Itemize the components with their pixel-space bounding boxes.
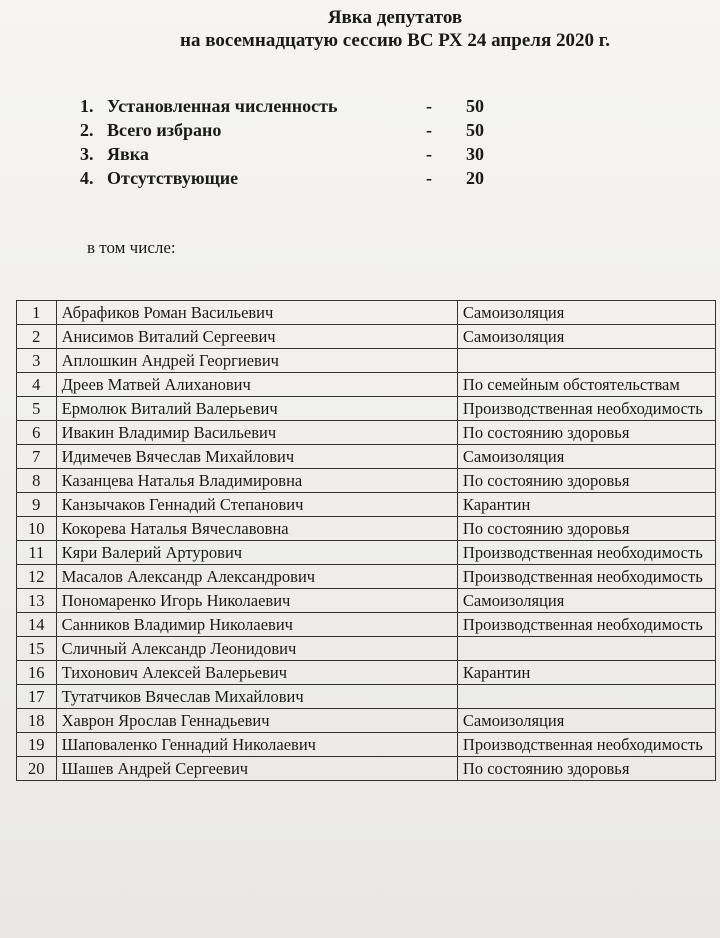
absence-reason: Карантин (457, 493, 715, 517)
deputy-name: Пономаренко Игорь Николаевич (56, 589, 457, 613)
summary-number: 2. (80, 120, 94, 140)
deputy-name: Анисимов Виталий Сергеевич (56, 325, 457, 349)
summary-value: 50 (466, 96, 484, 116)
row-number: 2 (17, 325, 57, 349)
table-row (17, 733, 716, 757)
absence-reason: Самоизоляция (457, 589, 715, 613)
table-row (17, 325, 716, 349)
row-number: 13 (17, 589, 57, 613)
row-number: 20 (17, 757, 57, 781)
summary-value: 50 (466, 120, 484, 140)
summary-row (80, 118, 540, 142)
row-number: 8 (17, 469, 57, 493)
table-row (17, 469, 716, 493)
row-number: 3 (17, 349, 57, 373)
table-row (17, 709, 716, 733)
summary-number: 1. (80, 96, 94, 116)
absence-reason: Производственная необходимость (457, 565, 715, 589)
table-row (17, 517, 716, 541)
table-row (17, 301, 716, 325)
deputy-name: Сличный Александр Леонидович (56, 637, 457, 661)
summary-dash: - (426, 96, 432, 116)
summary-label: Явка (107, 144, 149, 164)
summary-label: Отсутствующие (107, 168, 239, 188)
absence-reason: Карантин (457, 661, 715, 685)
summary-value: 20 (466, 168, 484, 188)
deputy-name: Абрафиков Роман Васильевич (56, 301, 457, 325)
row-number: 4 (17, 373, 57, 397)
deputy-name: Тутатчиков Вячеслав Михайлович (56, 685, 457, 709)
summary-row (80, 94, 540, 118)
deputy-name: Кокорева Наталья Вячеславовна (56, 517, 457, 541)
table-row (17, 373, 716, 397)
row-number: 14 (17, 613, 57, 637)
table-row (17, 613, 716, 637)
absence-reason: Самоизоляция (457, 445, 715, 469)
row-number: 12 (17, 565, 57, 589)
row-number: 16 (17, 661, 57, 685)
absence-reason: Производственная необходимость (457, 613, 715, 637)
deputy-name: Шаповаленко Геннадий Николаевич (56, 733, 457, 757)
summary-dash: - (426, 168, 432, 188)
deputy-name: Дреев Матвей Алиханович (56, 373, 457, 397)
deputy-name: Идимечев Вячеслав Михайлович (56, 445, 457, 469)
absence-reason: По состоянию здоровья (457, 469, 715, 493)
deputy-name: Санников Владимир Николаевич (56, 613, 457, 637)
absence-reason: Самоизоляция (457, 709, 715, 733)
absence-reason (457, 637, 715, 661)
row-number: 9 (17, 493, 57, 517)
table-row (17, 397, 716, 421)
absence-reason: Производственная необходимость (457, 541, 715, 565)
summary-row (80, 142, 540, 166)
table-row (17, 349, 716, 373)
table-row (17, 445, 716, 469)
deputy-name: Тихонович Алексей Валерьевич (56, 661, 457, 685)
row-number: 18 (17, 709, 57, 733)
absence-reason: По семейным обстоятельствам (457, 373, 715, 397)
title-line-2: на восемнадцатую сессию ВС РХ 24 апреля 2020 г. (180, 30, 610, 51)
absence-reason: Самоизоляция (457, 301, 715, 325)
deputy-name: Шашев Андрей Сергеевич (56, 757, 457, 781)
deputy-name: Масалов Александр Александрович (56, 565, 457, 589)
summary-dash: - (426, 120, 432, 140)
row-number: 11 (17, 541, 57, 565)
absent-deputies-table (16, 300, 716, 781)
deputy-name: Канзычаков Геннадий Степанович (56, 493, 457, 517)
row-number: 5 (17, 397, 57, 421)
table-row (17, 661, 716, 685)
attendance-summary (80, 94, 540, 190)
deputy-name: Аплошкин Андрей Георгиевич (56, 349, 457, 373)
absence-reason: По состоянию здоровья (457, 517, 715, 541)
row-number: 10 (17, 517, 57, 541)
summary-label: Всего избрано (107, 120, 222, 140)
table-row (17, 757, 716, 781)
table-row (17, 565, 716, 589)
row-number: 1 (17, 301, 57, 325)
summary-number: 3. (80, 144, 94, 164)
deputy-name: Казанцева Наталья Владимировна (56, 469, 457, 493)
summary-row (80, 166, 540, 190)
table-row (17, 421, 716, 445)
row-number: 19 (17, 733, 57, 757)
table-row (17, 541, 716, 565)
document-title (0, 6, 720, 52)
deputy-name: Хаврон Ярослав Геннадьевич (56, 709, 457, 733)
table-row (17, 685, 716, 709)
summary-number: 4. (80, 168, 94, 188)
row-number: 17 (17, 685, 57, 709)
summary-dash: - (426, 144, 432, 164)
deputy-name: Кяри Валерий Артурович (56, 541, 457, 565)
subheading: в том числе: (87, 238, 176, 257)
absence-reason (457, 349, 715, 373)
row-number: 7 (17, 445, 57, 469)
title-line-1: Явка депутатов (327, 7, 463, 28)
summary-label: Установленная численность (107, 96, 338, 116)
absence-reason (457, 685, 715, 709)
row-number: 15 (17, 637, 57, 661)
absence-reason: По состоянию здоровья (457, 421, 715, 445)
summary-value: 30 (466, 144, 484, 164)
row-number: 6 (17, 421, 57, 445)
deputy-name: Ивакин Владимир Васильевич (56, 421, 457, 445)
table-row (17, 589, 716, 613)
absence-reason: Самоизоляция (457, 325, 715, 349)
deputy-name: Ермолюк Виталий Валерьевич (56, 397, 457, 421)
absence-reason: Производственная необходимость (457, 733, 715, 757)
table-row (17, 493, 716, 517)
absence-reason: По состоянию здоровья (457, 757, 715, 781)
table-row (17, 637, 716, 661)
absence-reason: Производственная необходимость (457, 397, 715, 421)
